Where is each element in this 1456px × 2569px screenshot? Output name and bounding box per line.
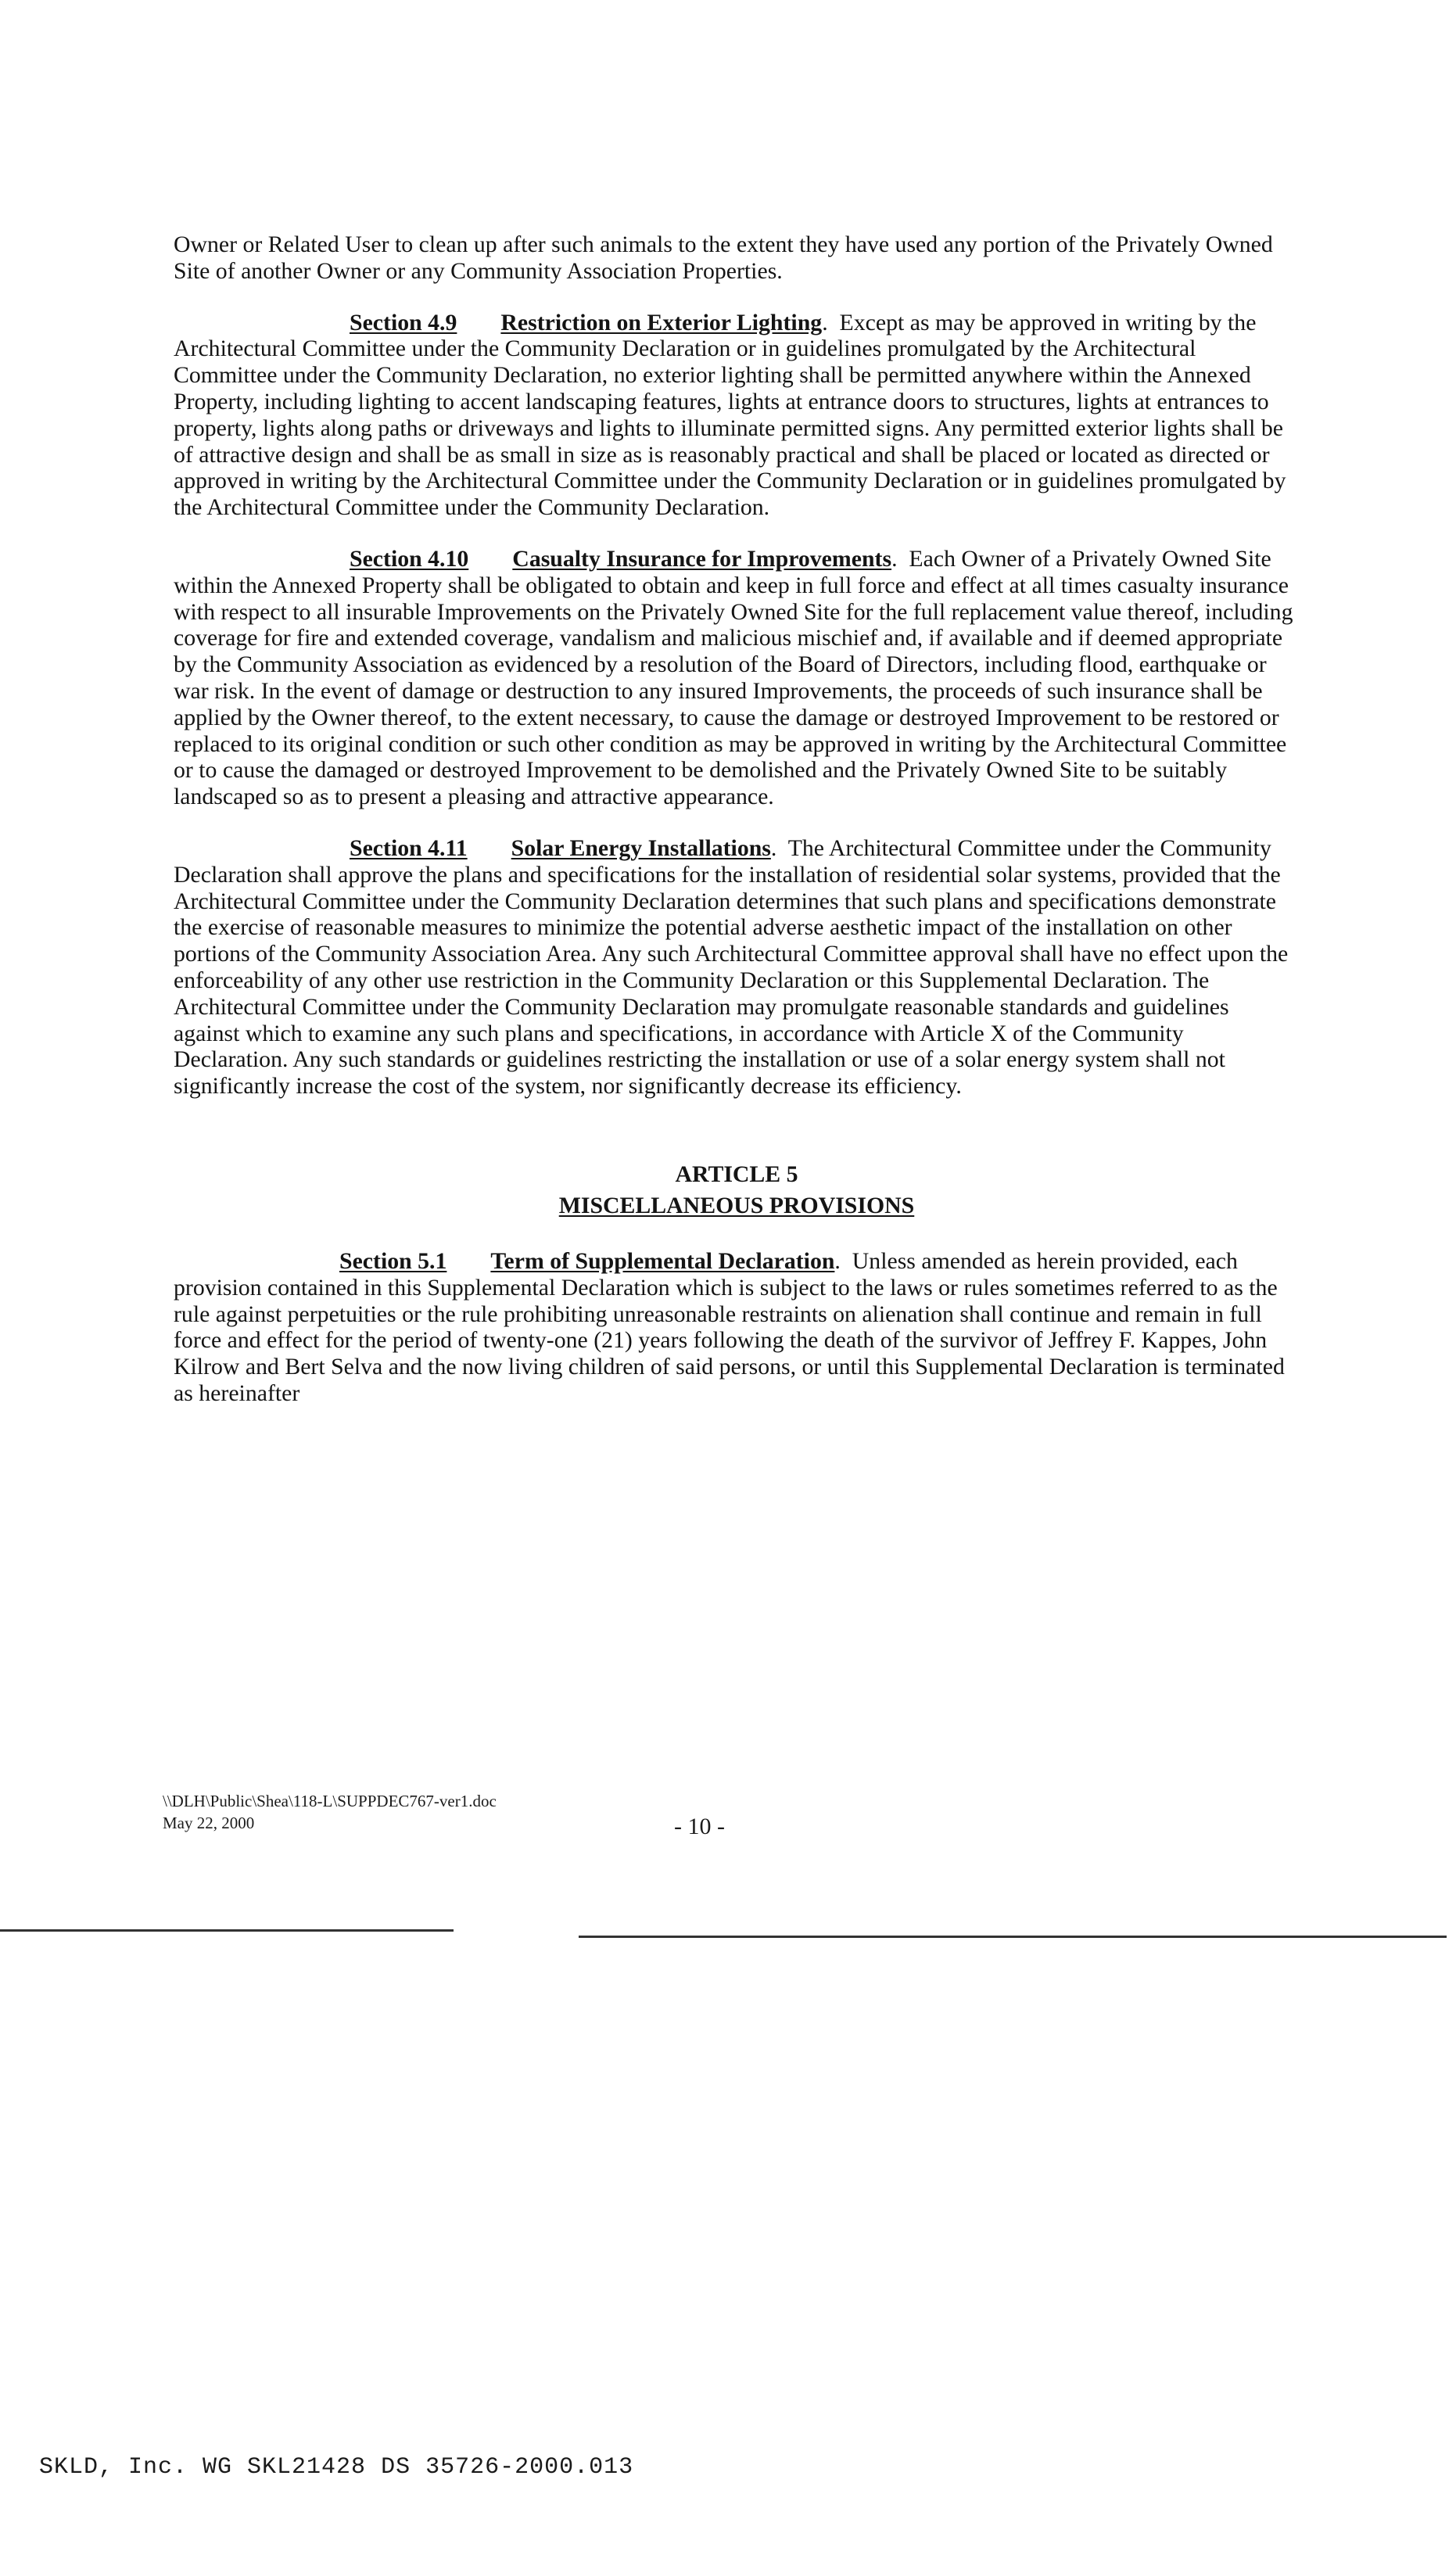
continuation-paragraph: Owner or Related User to clean up after such animals to the extent they have used any portion of the Privately Owned Site of another Owner or any Community Association Properties.	[174, 231, 1273, 284]
section-4-11: Section 4.11 Solar Energy Installations. The Architectural Committee under the Community Declaration shall approve the plans and specifications for the installation of residential solar systems, provided that the Architectural Committee under the Community Declaration determines that such plans and specifications demonstrate the exercise of reasonable measures to minimize the potential adverse aesthetic impact of the installation on other portions of the Community Association Area. Any such Architectural Committee approval shall have no effect upon the enforceability of any other use restriction in the Community Declaration or this Supplemental Declaration. The Architectural Committee under the Community Declaration may promulgate reasonable standards and guidelines against which to examine any such plans and specifications, in accordance with Article X of the Community Declaration. Any such standards or guidelines restricting the installation or use of a solar energy system shall not significantly increase the cost of the system, nor significantly decrease its efficiency.	[174, 834, 1289, 1100]
article-number: ARTICLE 5	[675, 1161, 798, 1187]
section-title: Casualty Insurance for Improvements	[512, 545, 892, 572]
section-number: Section 5.1	[339, 1247, 447, 1274]
recording-stamp: SKLD, Inc. WG SKL21428 DS 35726-2000.013	[39, 2454, 634, 2481]
section-title: Solar Energy Installations	[511, 834, 771, 861]
footer-date: May 22, 2000	[163, 1814, 255, 1832]
section-5-1: Section 5.1 Term of Supplemental Declaration. Unless amended as herein provided, each provision contained in this Supplemental Declaration which is subject to the laws or rules sometimes referred to as the rule against perpetuities or the rule prohibiting unreasonable restraints on alienation shall continue and remain in full force and effect for the period of twenty-one (21) years following the death of the survivor of Jeffrey F. Kappes, John Kilrow and Bert Selva and the now living children of said persons, or until this Supplemental Declaration is terminated as hereinafter	[174, 1247, 1285, 1406]
article-heading	[174, 1159, 1300, 1222]
section-body: Unless amended as herein provided, each provision contained in this Supplemental Declaration which is subject to the laws or rules sometimes referred to as the rule against perpetuities or the rule prohibiting unreasonable restraints on alienation shall continue and remain in full force and effect for the period of twenty-one (21) years following the death of the survivor of Jeffrey F. Kappes, John Kilrow and Bert Selva and the now living children of said persons, or until this Supplemental Declaration is terminated as hereinafter	[174, 1247, 1285, 1406]
section-body: The Architectural Committee under the Community Declaration shall approve the plans and specifications for the installation of residential solar systems, provided that the Architectural Committee under the Community Declaration determines that such plans and specifications demonstrate the exercise of reasonable measures to minimize the potential adverse aesthetic impact of the installation on other portions of the Community Association Area. Any such Architectural Committee approval shall have no effect upon the enforceability of any other use restriction in the Community Declaration or this Supplemental Declaration. The Architectural Committee under the Community Declaration may promulgate reasonable standards and guidelines against which to examine any such plans and specifications, in accordance with Article X of the Community Declaration. Any such standards or guidelines restricting the installation or use of a solar energy system shall not significantly increase the cost of the system, nor significantly decrease its efficiency.	[174, 834, 1289, 1100]
section-body: Each Owner of a Privately Owned Site within the Annexed Property shall be obligated to obtain and keep in full force and effect at all times casualty insurance with respect to all insurable Improvements on the Privately Owned Site for the full replacement value thereof, including coverage for fire and extended coverage, vandalism and malicious mischief and, if available and if deemed appropriate by the Community Association as evidenced by a resolution of the Board of Directors, including flood, earthquake or war risk. In the event of damage or destruction to any insured Improvements, the proceeds of such insurance shall be applied by the Owner thereof, to the extent necessary, to cause the damage or destroyed Improvement to be restored or replaced to its original condition or such other condition as may be approved in writing by the Architectural Committee or to cause the damaged or destroyed Improvement to be demolished and the Privately Owned Site to be suitably landscaped so as to present a pleasing and attractive appearance.	[174, 545, 1293, 810]
page-edge-divider	[0, 1929, 454, 1932]
section-body: Except as may be approved in writing by the Architectural Committee under the Community Declaration or in guidelines promulgated by the Architectural Committee under the Community Declaration, no exterior lighting shall be permitted anywhere within the Annexed Property, including lighting to accent landscaping features, lights at entrance doors to structures, lights at entrances to property, lights along paths or driveways and lights to illuminate permitted signs. Any permitted exterior lights shall be of attractive design and shall be as small in size as is reasonably practical and shall be placed or located as directed or approved in writing by the Architectural Committee under the Community Declaration or in guidelines promulgated by the Architectural Committee under the Community Declaration.	[174, 309, 1286, 521]
footer-file-path: \\DLH\Public\Shea\118-L\SUPPDEC767-ver1.doc	[163, 1792, 497, 1810]
section-number: Section 4.9	[350, 309, 457, 335]
section-number: Section 4.11	[350, 834, 468, 861]
section-4-9: Section 4.9 Restriction on Exterior Lighting. Except as may be approved in writing by the Architectural Committee under the Community Declaration or in guidelines promulgated by the Architectural Committee under the Community Declaration, no exterior lighting shall be permitted anywhere within the Annexed Property, including lighting to accent landscaping features, lights at entrance doors to structures, lights at entrances to property, lights along paths or driveways and lights to illuminate permitted signs. Any permitted exterior lights shall be of attractive design and shall be as small in size as is reasonably practical and shall be placed or located as directed or approved in writing by the Architectural Committee under the Community Declaration or in guidelines promulgated by the Architectural Committee under the Community Declaration.	[174, 309, 1286, 521]
section-title: Term of Supplemental Declaration	[490, 1247, 835, 1274]
article-title: MISCELLANEOUS PROVISIONS	[558, 1192, 915, 1218]
section-title: Restriction on Exterior Lighting	[500, 309, 823, 335]
section-4-10: Section 4.10 Casualty Insurance for Improvements. Each Owner of a Privately Owned Site within the Annexed Property shall be obligated to obtain and keep in full force and effect at all times casualty insurance with respect to all insurable Improvements on the Privately Owned Site for the full replacement value thereof, including coverage for fire and extended coverage, vandalism and malicious mischief and, if available and if deemed appropriate by the Community Association as evidenced by a resolution of the Board of Directors, including flood, earthquake or war risk. In the event of damage or destruction to any insured Improvements, the proceeds of such insurance shall be applied by the Owner thereof, to the extent necessary, to cause the damage or destroyed Improvement to be restored or replaced to its original condition or such other condition as may be approved in writing by the Architectural Committee or to cause the damaged or destroyed Improvement to be demolished and the Privately Owned Site to be suitably landscaped so as to present a pleasing and attractive appearance.	[174, 545, 1293, 810]
page-edge-divider	[579, 1936, 1447, 1938]
footer-file-info	[163, 1790, 497, 1834]
section-number: Section 4.10	[350, 545, 469, 572]
page-number: - 10 -	[674, 1814, 725, 1839]
document-body	[174, 231, 1300, 1432]
